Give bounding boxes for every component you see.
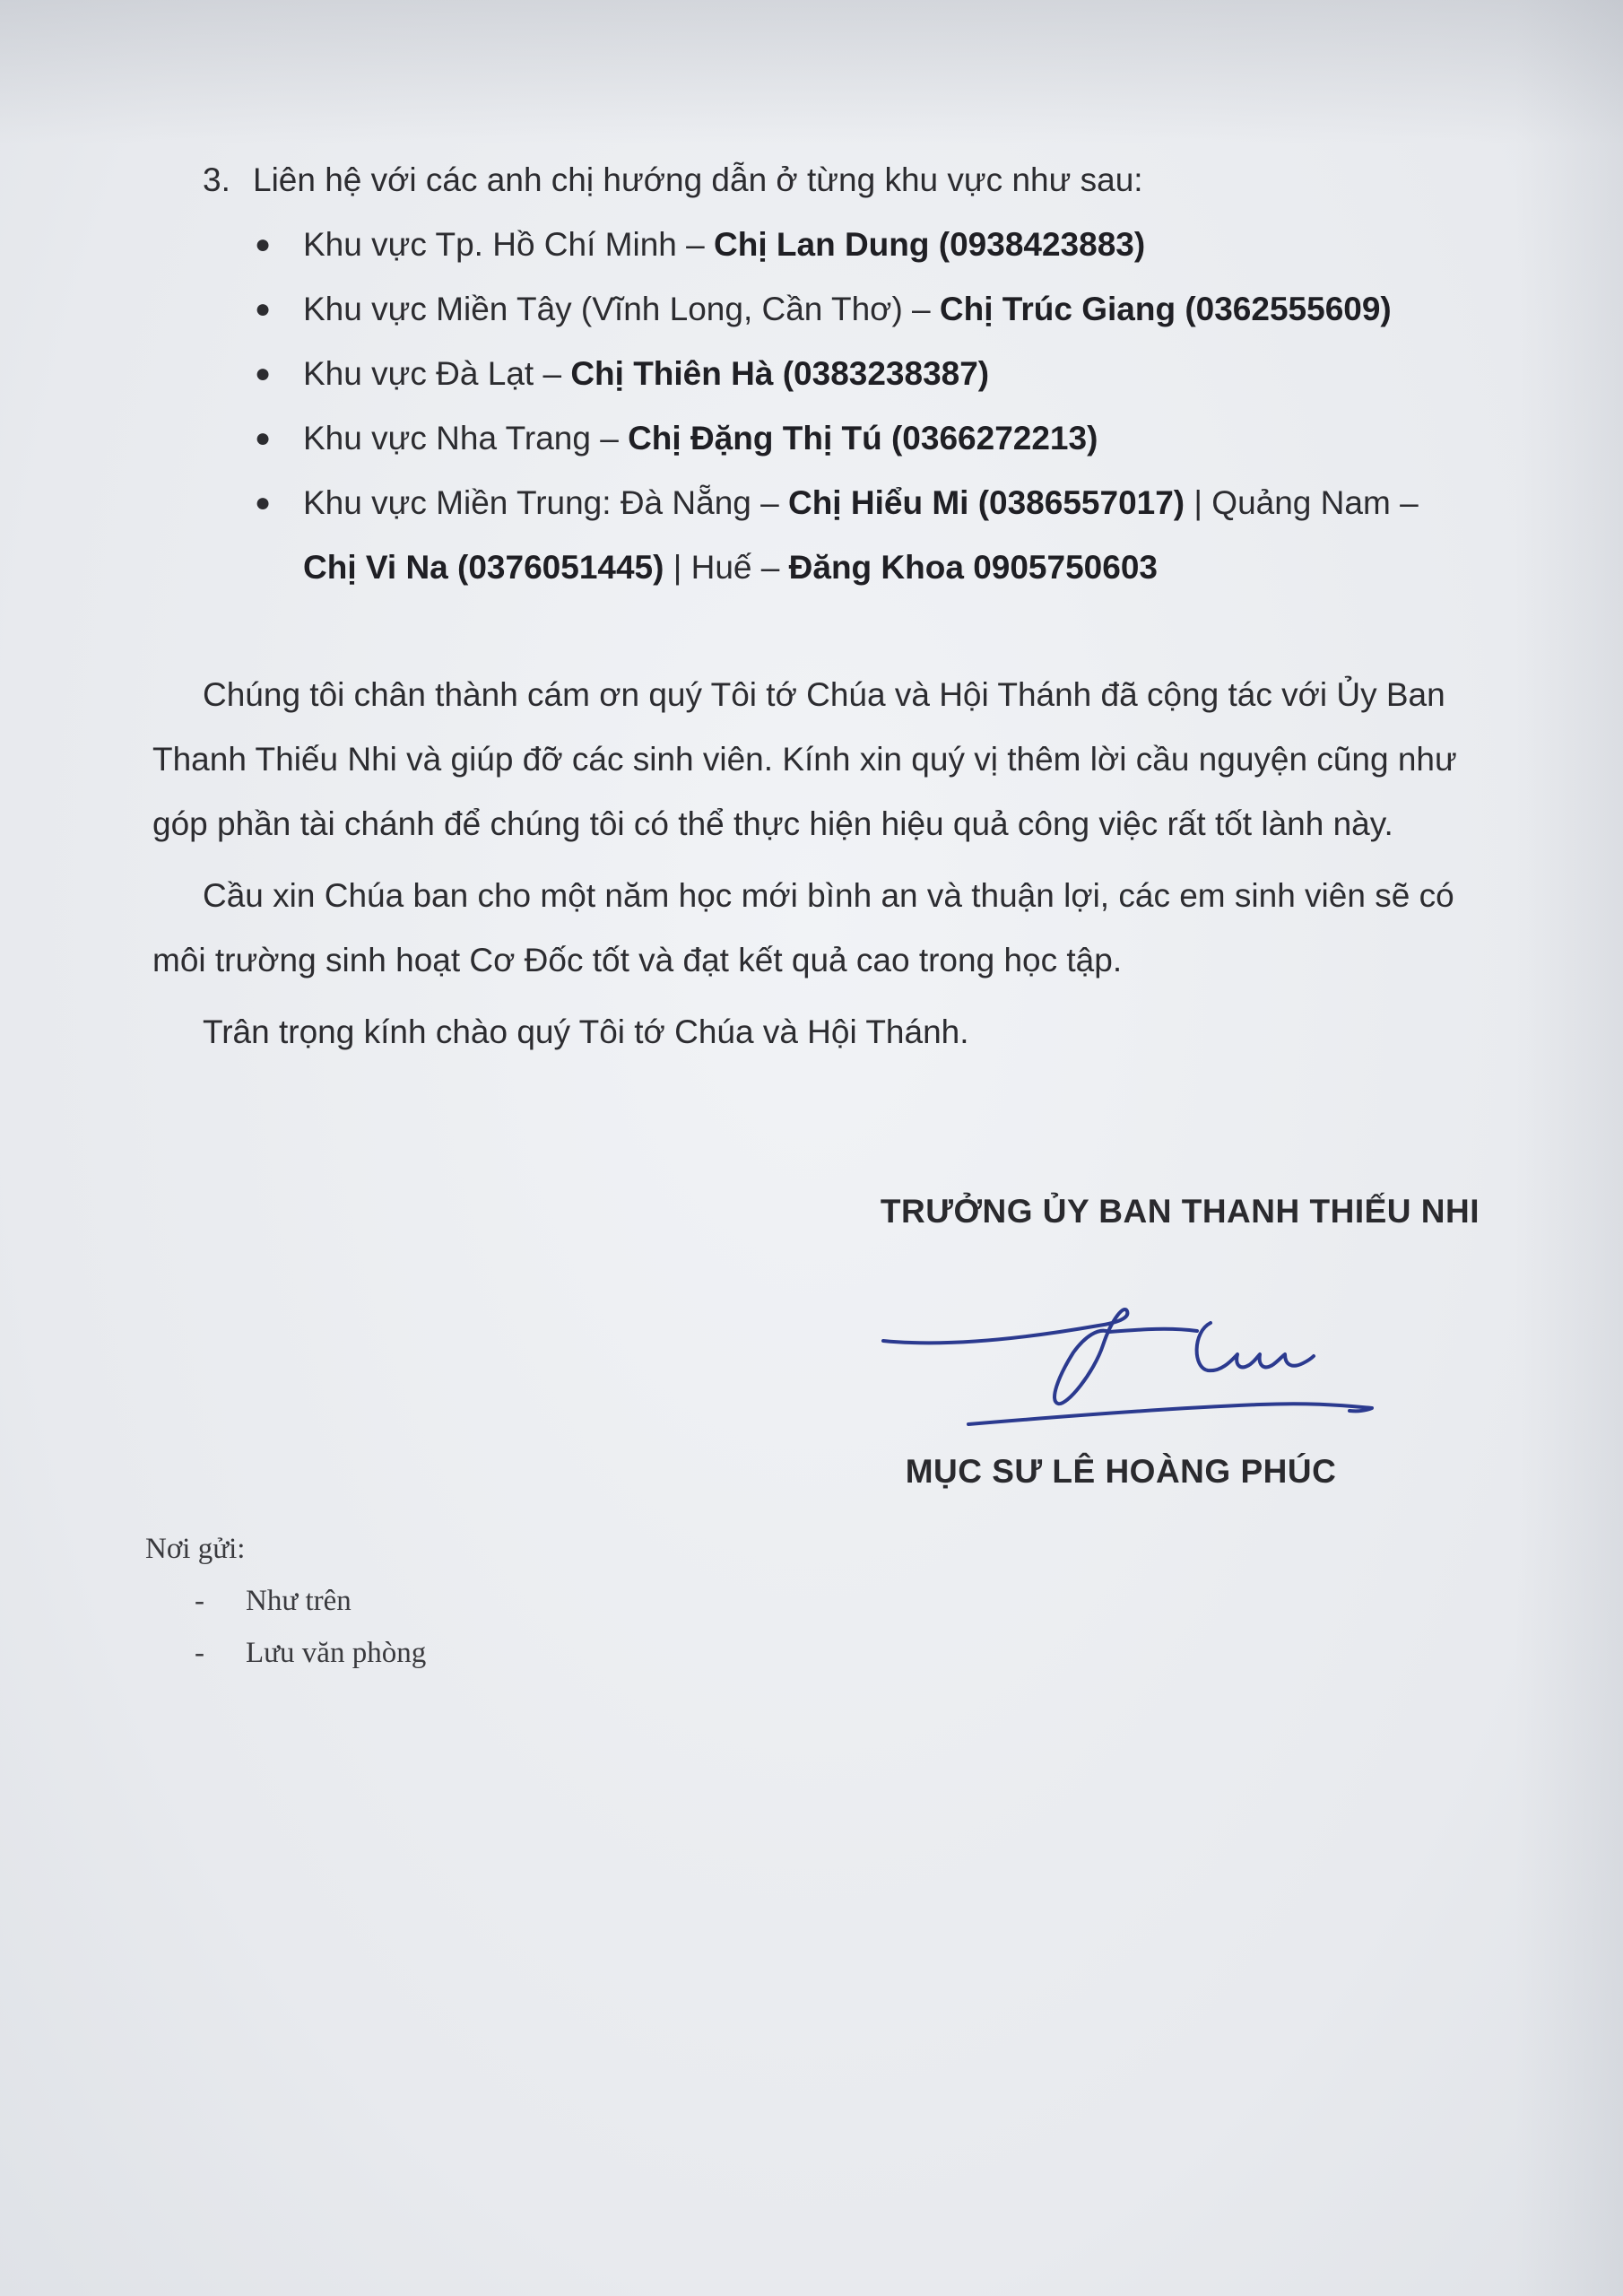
recipient-text: Như trên	[246, 1585, 352, 1617]
recipient-item	[145, 1627, 426, 1679]
contact-separator: | Huế –	[664, 549, 789, 586]
contact-person: Chị Trúc Giang (0362555609)	[939, 291, 1392, 327]
contact-region: Khu vực Miền Trung: Đà Nẵng –	[303, 484, 788, 521]
contact-person: Chị Đặng Thị Tú (0366272213)	[628, 420, 1098, 457]
top-shadow	[0, 0, 1623, 144]
bullet-icon: ●	[255, 488, 272, 517]
contact-person: Chị Lan Dung (0938423883)	[714, 226, 1146, 263]
contact-separator: | Quảng Nam –	[1185, 484, 1419, 521]
letter-body	[152, 148, 1480, 1065]
contact-person: Chị Thiên Hà (0383238387)	[570, 355, 990, 392]
contact-region: Khu vực Nha Trang –	[303, 420, 629, 457]
section-number: 3.	[203, 161, 230, 198]
contact-region: Khu vực Miền Tây (Vĩnh Long, Cần Thơ) –	[303, 291, 940, 327]
contact-region: Khu vực Tp. Hồ Chí Minh –	[303, 226, 715, 263]
dash-marker: -	[195, 1585, 204, 1617]
contact-person: Chị Hiểu Mi (0386557017)	[787, 484, 1185, 521]
contact-region: Khu vực Đà Lạt –	[303, 355, 571, 392]
bullet-icon: ●	[255, 423, 272, 453]
handwritten-signature	[874, 1292, 1385, 1435]
contact-item-mien-trung	[255, 471, 1480, 600]
recipients-label: Nơi gửi:	[145, 1533, 246, 1565]
paragraph-prayer: Cầu xin Chúa ban cho một năm học mới bình an và thuận lợi, các em sinh viên sẽ có môi trường sinh hoạt Cơ Đốc tốt và đạt kết quả cao trong học tập.	[152, 877, 1454, 978]
contact-list	[152, 213, 1480, 600]
contact-item-nha-trang	[255, 406, 1480, 471]
section-3	[152, 148, 1480, 213]
section-intro: Liên hệ với các anh chị hướng dẫn ở từng khu vực như sau:	[253, 161, 1143, 198]
contact-person: Đăng Khoa 0905750603	[788, 549, 1158, 586]
bullet-icon: ●	[255, 294, 272, 324]
bullet-icon: ●	[255, 230, 272, 259]
signatory-name: MỤC SƯ LÊ HOÀNG PHÚC	[905, 1453, 1337, 1490]
bullet-icon: ●	[255, 359, 272, 388]
dash-marker: -	[195, 1637, 204, 1669]
contact-item-hcm	[255, 213, 1480, 277]
recipient-item	[145, 1575, 426, 1627]
paragraph-thanks: Chúng tôi chân thành cám ơn quý Tôi tớ Chúa và Hội Thánh đã cộng tác với Ủy Ban Thanh Thiếu Nhi và giúp đỡ các sinh viên. Kính xin quý vị thêm lời cầu nguyện cũng như góp phần tài chánh để chúng tôi có thể thực hiện hiệu quả công việc rất tốt lành này.	[152, 676, 1457, 842]
right-shadow	[1515, 0, 1623, 2296]
contact-person: Chị Vi Na (0376051445)	[303, 549, 664, 586]
recipients-block	[145, 1523, 426, 1679]
signatory-title: TRƯỞNG ỦY BAN THANH THIẾU NHI	[880, 1193, 1480, 1230]
contact-item-da-lat	[255, 342, 1480, 406]
contact-item-mien-tay	[255, 277, 1480, 342]
paragraph-greeting: Trân trọng kính chào quý Tôi tớ Chúa và Hội Thánh.	[203, 1013, 969, 1050]
recipient-text: Lưu văn phòng	[246, 1637, 427, 1669]
